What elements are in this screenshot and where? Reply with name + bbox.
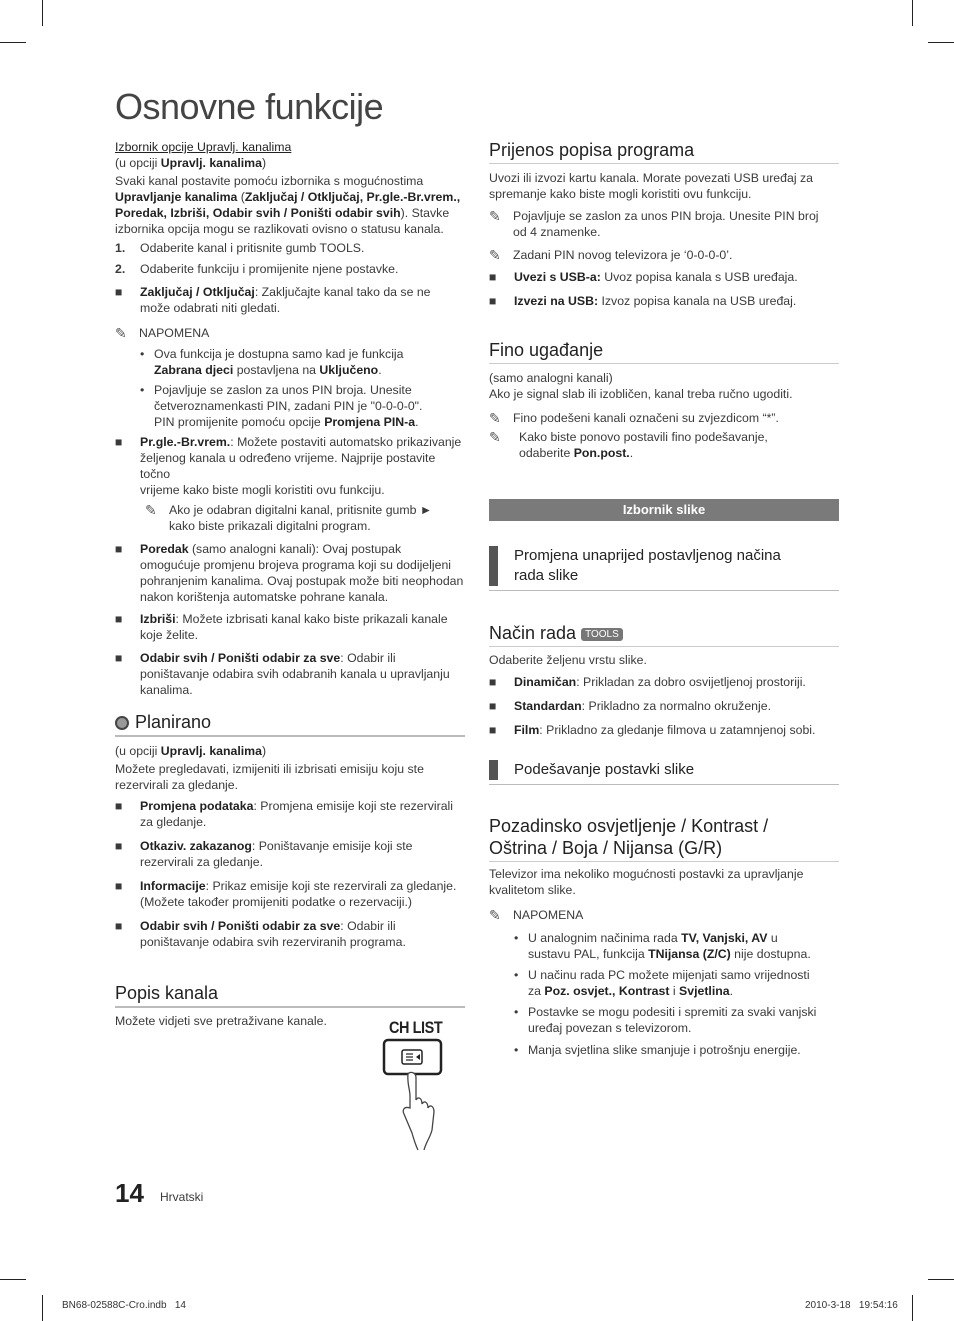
preset-heading: Promjena unaprijed postavljenog načina rada slike	[489, 546, 839, 591]
mode-section: Odaberite željenu vrstu slike. ■ Dinamičan: Prikladan za dobro osvijetljenoj prostoriji. ■ Standardan: Prikladno za normalno okruženje. ■ Film: Prikladno za gledanje filmova u zatamnjenoj sobi.	[489, 652, 839, 738]
note-item: • U analognim načinima rada TV, Vanjski, AV u sustavu PAL, funkcija TNijansa (Z/C) nije dostupna.	[514, 930, 839, 962]
fine-note: ✎ Kako biste ponovo postavili fino podešavanje, odaberite Pon.post..	[489, 429, 768, 460]
standard-item: ■ Standardan: Prikladno za normalno okruženje.	[489, 699, 771, 713]
crop-mark	[912, 0, 913, 26]
backlight-heading: Pozadinsko osvjetljenje / Kontrast / Oštrina / Boja / Nijansa (G/R)	[489, 815, 839, 862]
fine-tune-section: (samo analogni kanali) Ako je signal slab ili izobličen, kanal treba ručno ugoditi. ✎ Fino podešeni kanali označeni su zvjezdicom “*”. ✎ Kako biste ponovo postavili fino podešavanje, odaberite Pon.post..	[489, 370, 839, 461]
crop-mark	[928, 1279, 954, 1280]
adjust-heading: Podešavanje postavki slike	[489, 760, 839, 785]
footer-file: BN68-02588C-Cro.indb 14	[62, 1300, 186, 1311]
cancel-item: ■ Otkaziv. zakazanog: Poništavanje emisije koji ste rezervirali za gledanje.	[115, 839, 413, 869]
menu-heading: Izbornik opcije Upravlj. kanalima	[115, 140, 292, 154]
intro-text: Svaki kanal postavite pomoću izbornika s mogućnostima Upravljanje kanalima (Zaključaj / Otključaj, Pr.gle.-Br.vrem., Poredak, Izbriši, Odabir svih / Poništi odabir svih). Stavke izbornika opcija mogu se razlikovati ovisno o statusu kanala.	[115, 174, 461, 236]
pencil-icon: ✎	[489, 208, 501, 224]
ch-list-label: CH LIST	[389, 1018, 443, 1037]
transfer-note: ✎ Zadani PIN novog televizora je ‘0-0-0-0’.	[489, 247, 733, 263]
planned-section: (u opciji Upravlj. kanalima) Možete pregledavati, izmijeniti ili izbrisati emisiju koju ste rezervirali za gledanje. ■ Promjena podataka: Promjena emisije koji ste rezervirali za gledanje. ■ Otkaziv. zakazanog: Poništavanje emisije koji ste rezervirali za gledanje. ■ Informacije: Prikaz emisije koji ste rezervirali za gledanje. (Možete također promijeniti podatke o rezervaciji.) ■ Odabir svih / Poništi odabir za sve: Odabir ili poništavanje odabira svih rezerviranih programa.	[115, 743, 465, 950]
import-item: ■ Uvezi s USB-a: Uvoz popisa kanala s USB uređaja.	[489, 270, 798, 284]
crop-mark	[42, 0, 43, 26]
backlight-section: Televizor ima nekoliko mogućnosti postavki za upravljanje kvalitetom slike. ✎ NAPOMENA • U analognim načinima rada TV, Vanjski, AV u sustavu PAL, funkcija TNijansa (Z/C) nije dostupna. • U načinu rada PC možete mijenjati samo vrijednosti za Poz. osvjet., Kontrast i Svjetlina. • Postavke se mogu podesiti i spremiti za svaki vanjski uređaj povezan s televizorom. • Manja svjetlina slike smanjuje i potrošnju energije.	[489, 866, 839, 1058]
step-1: 1. Odaberite kanal i pritisnite gumb TOOLS.	[115, 241, 365, 255]
note-item: • Manja svjetlina slike smanjuje i potrošnju energije.	[514, 1042, 839, 1058]
transfer-note: ✎ Pojavljuje se zaslon za unos PIN broja. Unesite PIN broj od 4 znamenke.	[489, 208, 819, 239]
export-item: ■ Izvezi na USB: Izvoz popisa kanala na USB uređaj.	[489, 294, 797, 308]
lock-item: ■ Zaključaj / Otključaj: Zaključajte kanal tako da se ne može odabrati niti gledati.	[115, 285, 431, 315]
step-2: 2. Odaberite funkciju i promijenite njene postavke.	[115, 262, 399, 276]
crop-mark	[0, 42, 26, 43]
language-label: Hrvatski	[160, 1190, 204, 1204]
crop-mark	[928, 42, 954, 43]
page-number: 14	[115, 1178, 144, 1208]
delete-item: ■ Izbriši: Možete izbrisati kanal kako biste prikazali kanale koje želite.	[115, 612, 448, 642]
section-bar	[489, 760, 498, 780]
order-item: ■ Poredak (samo analogni kanali): Ovaj postupak omogućuje promjenu brojeva programa koji su dodijeljeni pohranjenim kanalima. Ovaj postupak može biti neophodan nakon korištenja automatske pohrane kanala.	[115, 542, 464, 604]
film-item: ■ Film: Prikladno za gledanje filmova u zatamnjenoj sobi.	[489, 723, 816, 737]
note-label: ✎ NAPOMENA	[115, 325, 210, 341]
pencil-icon: ✎	[489, 247, 501, 263]
note-item: • Ova funkcija je dostupna samo kad je funkcija Zabrana djeci postavljena na Uključeno.	[140, 346, 465, 378]
dynamic-item: ■ Dinamičan: Prikladan za dobro osvijetljenoj prostoriji.	[489, 675, 806, 689]
mode-heading: Način rada TOOLS	[489, 622, 839, 647]
picture-menu-band: Izbornik slike	[489, 499, 839, 521]
left-column	[115, 139, 465, 698]
page-title: Osnovne funkcije	[115, 86, 384, 127]
planned-heading: Planirano	[115, 711, 465, 737]
timer-item: ■ Pr.gle.-Br.vrem.: Možete postaviti automatsko prikazivanje željenog kanala u određeno vrijeme. Najprije postavite točno vrijeme kako biste mogli koristiti ovu funkciju.	[115, 435, 462, 497]
pencil-icon: ✎	[145, 502, 157, 518]
hand-pressing-button-icon	[380, 1038, 450, 1153]
timer-note: ✎ Ako je odabran digitalni kanal, pritisnite gumb ► kako biste prikazali digitalni program.	[145, 502, 433, 533]
select-all-item: ■ Odabir svih / Poništi odabir za sve: Odabir ili poništavanje odabira svih odabranih kanala u upravljanju kanalima.	[115, 651, 450, 697]
channel-list-heading: Popis kanala	[115, 982, 465, 1008]
note-item: • Postavke se mogu podesiti i spremiti za svaki vanjski uređaj povezan s televizorom.	[514, 1004, 839, 1036]
crop-mark	[42, 1295, 43, 1321]
change-data-item: ■ Promjena podataka: Promjena emisije koji ste rezervirali za gledanje.	[115, 799, 453, 829]
crop-mark	[0, 1279, 26, 1280]
pencil-icon: ✎	[489, 410, 501, 426]
note-label: ✎ NAPOMENA	[489, 907, 584, 923]
menu-sub: (u opciji Upravlj. kanalima)	[115, 156, 267, 170]
pencil-icon: ✎	[115, 325, 127, 341]
transfer-heading: Prijenos popisa programa	[489, 139, 839, 164]
fine-note: ✎ Fino podešeni kanali označeni su zvjezdicom “*”.	[489, 410, 779, 426]
footer-date: 2010-3-18 19:54:16	[805, 1300, 898, 1311]
tools-badge: TOOLS	[581, 628, 623, 641]
pencil-icon: ✎	[489, 907, 501, 923]
pencil-icon: ✎	[489, 429, 501, 445]
note-item: • U načinu rada PC možete mijenjati samo vrijednosti za Poz. osvjet., Kontrast i Svjetlina.	[514, 967, 839, 999]
section-bar	[489, 546, 498, 586]
clock-icon	[115, 716, 129, 730]
info-item: ■ Informacije: Prikaz emisije koji ste rezervirali za gledanje. (Možete također promijeniti podatke o rezervaciji.)	[115, 879, 457, 909]
note-item: • Pojavljuje se zaslon za unos PIN broja. Unesite četveroznamenkasti PIN, zadani PIN je "0-0-0-0". PIN promijenite pomoću opcije Promjena PIN-a.	[140, 382, 465, 430]
plan-select-all-item: ■ Odabir svih / Poništi odabir za sve: Odabir ili poništavanje odabira svih rezerviranih programa.	[115, 919, 406, 949]
fine-tune-heading: Fino ugađanje	[489, 339, 839, 364]
channel-list-text: Možete vidjeti sve pretraživane kanale.	[115, 1014, 327, 1028]
crop-mark	[912, 1295, 913, 1321]
transfer-section: Uvozi ili izvozi kartu kanala. Morate povezati USB uređaj za spremanje kako biste mogli koristiti ovu funkciju. ✎ Pojavljuje se zaslon za unos PIN broja. Unesite PIN broj od 4 znamenke. ✎ Zadani PIN novog televizora je ‘0-0-0-0’. ■ Uvezi s USB-a: Uvoz popisa kanala s USB uređaja. ■ Izvezi na USB: Izvoz popisa kanala na USB uređaj.	[489, 170, 839, 309]
